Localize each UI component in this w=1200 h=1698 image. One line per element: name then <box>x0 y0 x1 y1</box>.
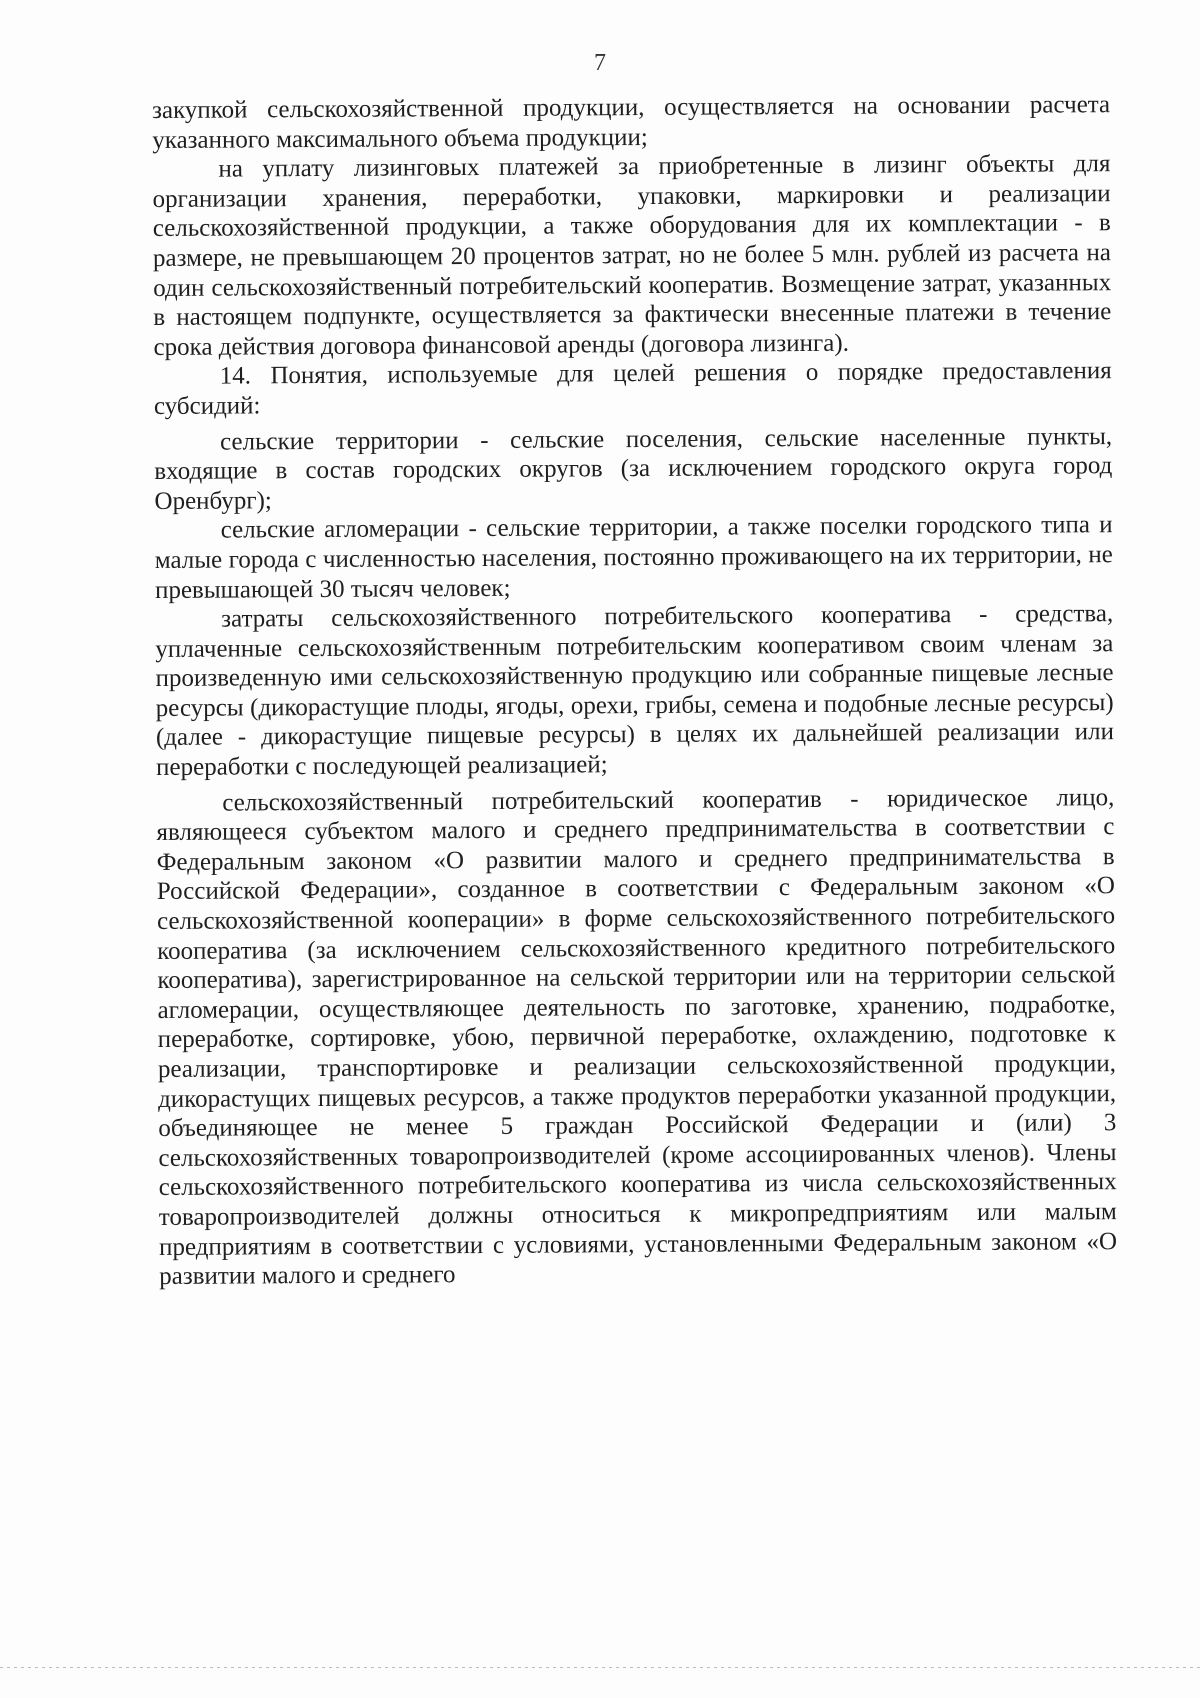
paragraph-continuation: закупкой сельскохозяйственной продукции, осуществляется на основании расчета указанного максимального объема продукции; <box>152 91 1111 154</box>
paragraph-clause-14: 14. Понятия, используемые для целей решения о порядке предоставления субсидий: <box>153 357 1112 420</box>
scan-edge-line <box>0 1667 1200 1668</box>
paragraph-rural-agglomerations: сельские агломерации - сельские территории, а также поселки городского типа и малые города с численностью населения, постоянно проживающего на их территории, не превышающей 30 тысяч человек; <box>154 511 1113 604</box>
document-body <box>152 90 1117 1292</box>
paragraph-cooperative-costs: затраты сельскохозяйственного потребительского кооператива - средства, уплаченные сельскохозяйственным потребительским кооперативом своим членам за произведенную ими сельскохозяйственную продукцию или собранные пищевые лесные ресурсы (дикорастущие плоды, ягоды, орехи, грибы, семена и подобные лесные ресурсы) (далее - дикорастущие пищевые ресурсы) в целях их дальнейшей реализации или переработки с последующей реализацией; <box>155 600 1114 782</box>
paragraph-cooperative-definition: сельскохозяйственный потребительский кооператив - юридическое лицо, являющееся субъектом малого и среднего предпринимательства в соответствии с Федеральным законом «О развитии малого и среднего предпринимательства в Российской Федерации», созданное в соответствии с Федеральным законом «О сельскохозяйственной кооперации» в форме сельскохозяйственного потребительского кооператива (за исключением сельскохозяйственного кредитного потребительского кооператива), зарегистрированное на сельской территории или на территории сельской агломерации, осуществляющее деятельность по заготовке, хранению, подработке, переработке, сортировке, убою, первичной переработке, охлаждению, подготовке к реализации, транспортировке и реализации сельскохозяйственной продукции, дикорастущих пищевых ресурсов, а также продуктов переработки указанной продукции, объединяющее не менее 5 граждан Российской Федерации и (или) 3 сельскохозяйственных товаропроизводителей (кроме ассоциированных членов). Члены сельскохозяйственного потребительского кооператива из числа сельскохозяйственных товаропроизводителей должны относиться к микропредприятиям или малым предприятиям в соответствии с условиями, установленными Федеральным законом «О развитии малого и среднего <box>156 783 1118 1291</box>
page-number: 7 <box>594 50 606 76</box>
paragraph-leasing-payments: на уплату лизинговых платежей за приобретенные в лизинг объекты для организации хранения, переработки, упаковки, маркировки и реализации сельскохозяйственной продукции, а также оборудования для их комплектации - в размере, не превышающем 20 процентов затрат, но не более 5 млн. рублей из расчета на один сельскохозяйственный потребительский кооператив. Возмещение затрат, указанных в настоящем подпункте, осуществляется за фактически внесенные платежи в течение срока действия договора финансовой аренды (договора лизинга). <box>152 150 1112 361</box>
paragraph-rural-territories: сельские территории - сельские поселения, сельские населенные пункты, входящие в состав городских округов (за исключением городского округа город Оренбург); <box>154 422 1113 515</box>
